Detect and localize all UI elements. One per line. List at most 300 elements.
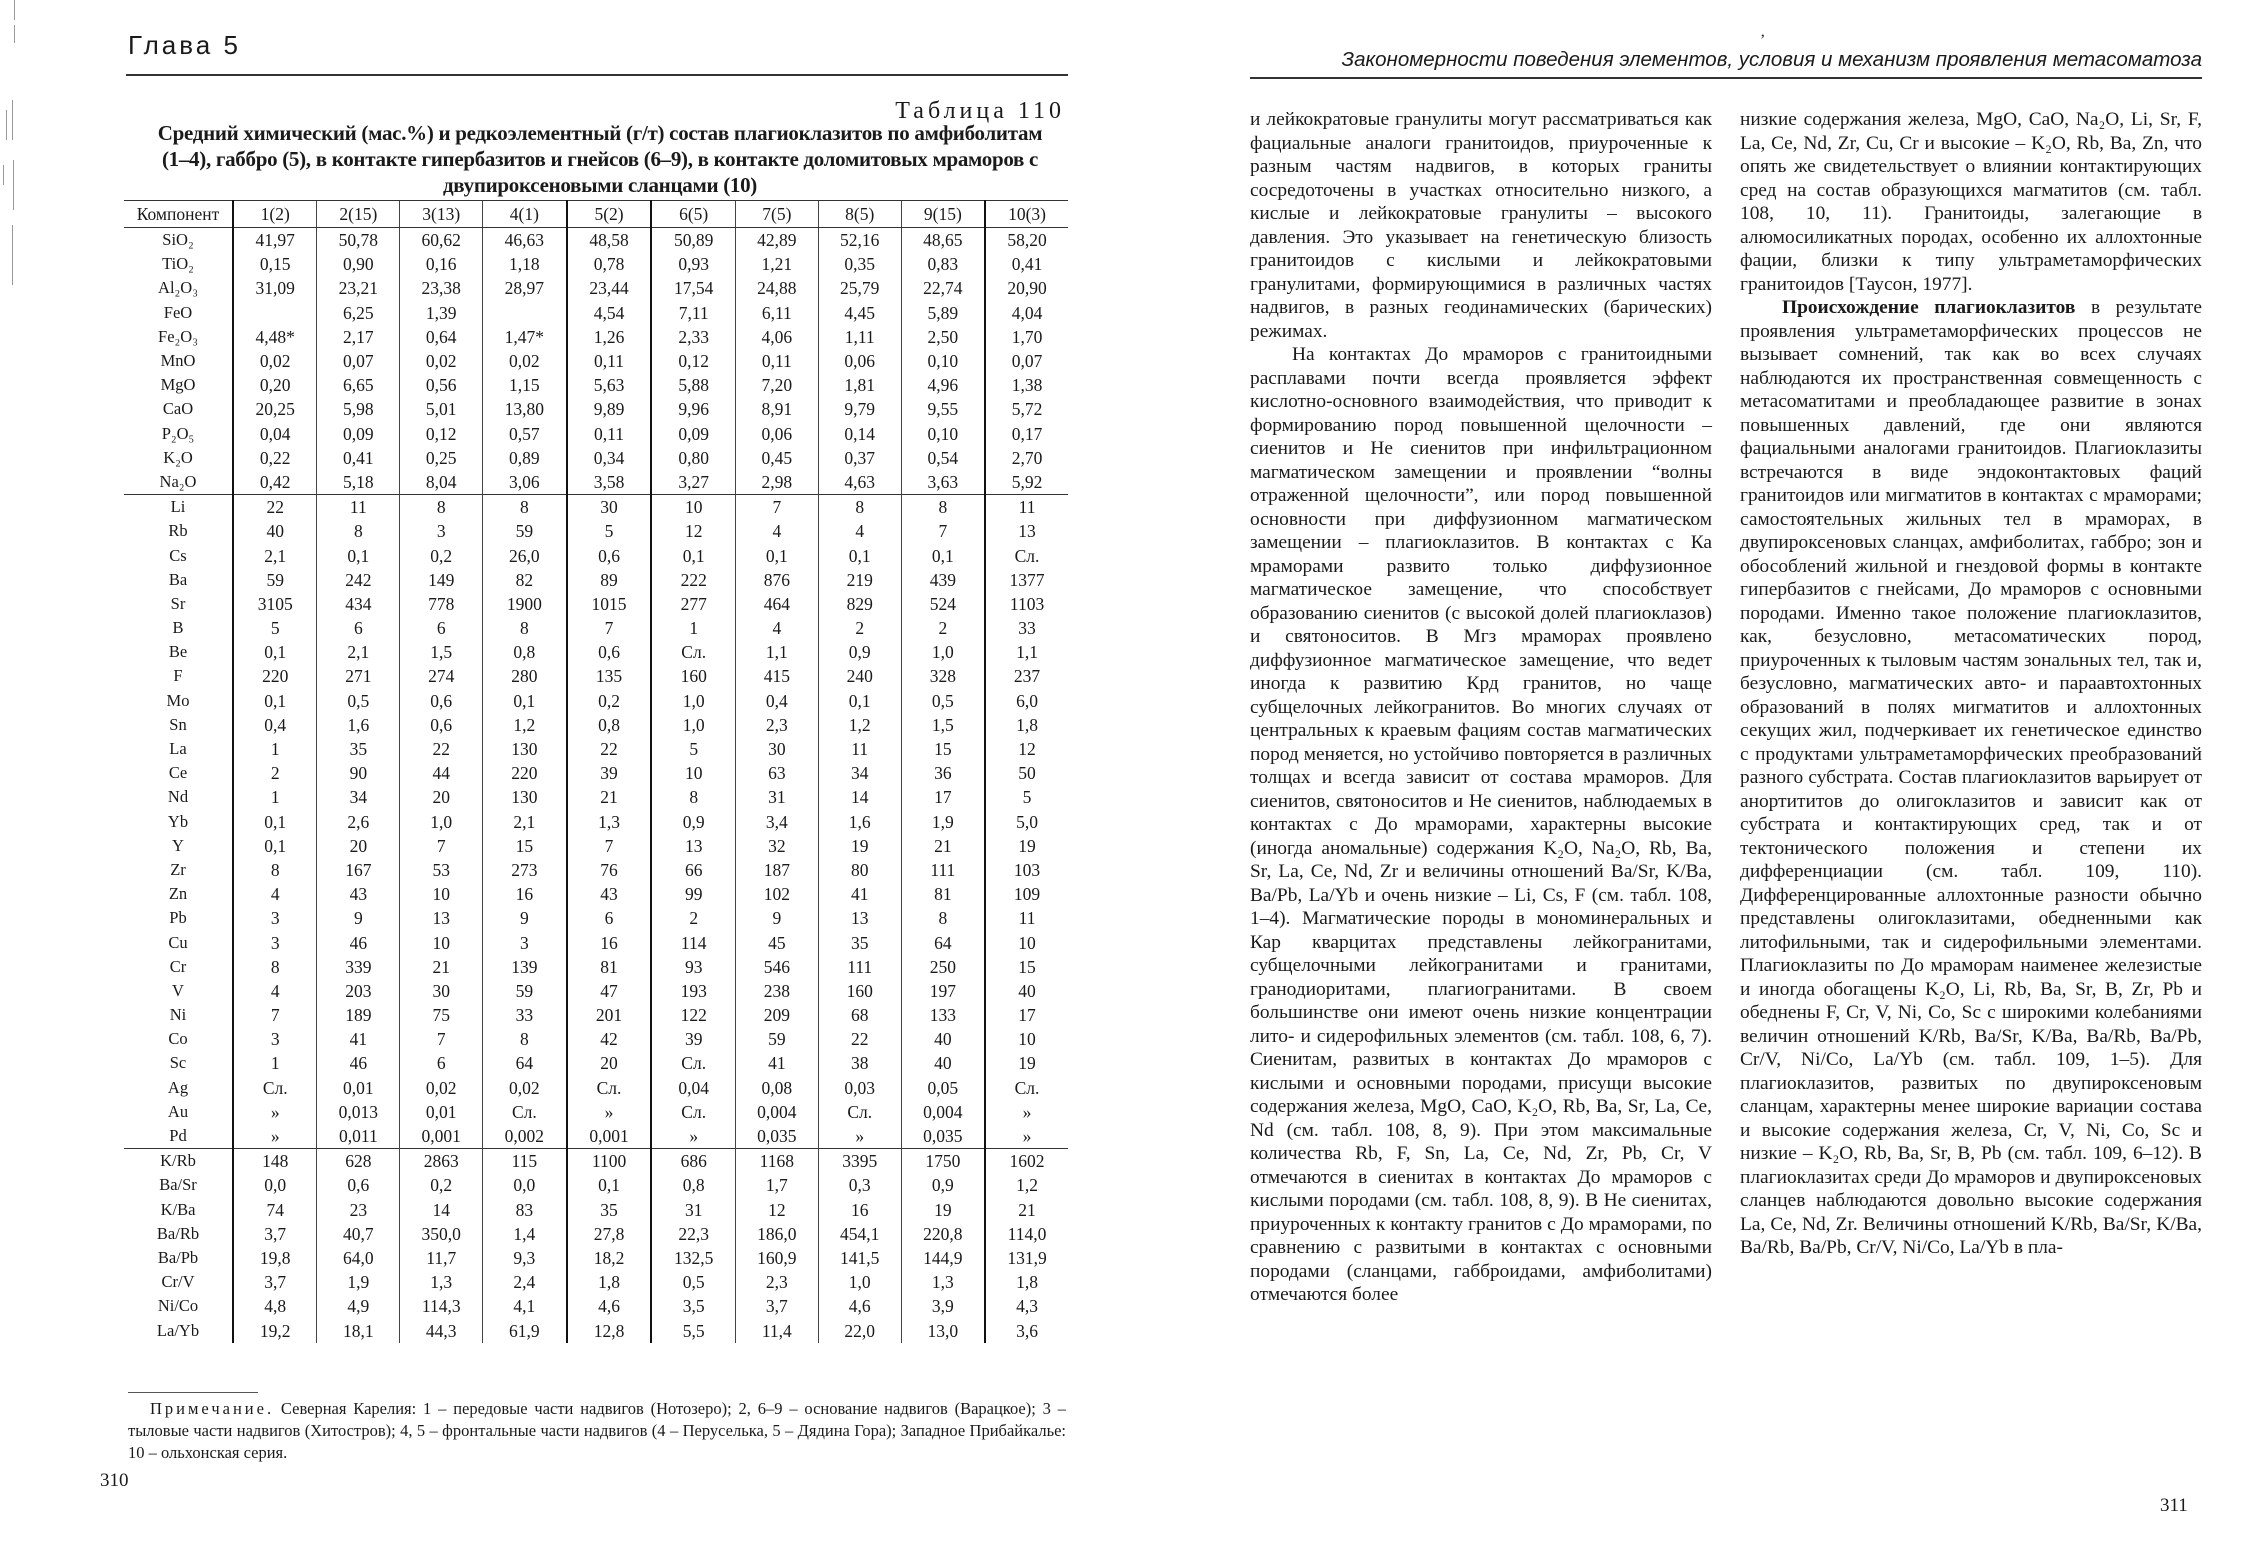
table-cell: 2: [651, 906, 735, 930]
table-cell: 8: [400, 495, 483, 520]
table-cell: 1,39: [400, 301, 483, 325]
table-cell: 454,1: [818, 1222, 901, 1246]
table-cell: 25,79: [818, 276, 901, 300]
table-cell: 3,58: [567, 470, 652, 495]
table-cell: 1168: [735, 1149, 818, 1174]
table-cell: 0,11: [567, 422, 652, 446]
table-cell: 9,79: [818, 397, 901, 421]
table-cell: 111: [818, 955, 901, 979]
component-name: Cs: [169, 545, 187, 565]
table-cell: 2,1: [483, 810, 567, 834]
table-cell: 0,1: [317, 543, 400, 567]
column-header-sample: 4(1): [483, 201, 567, 228]
table-cell: 0,06: [735, 422, 818, 446]
paragraph-text: низкие содержания железа, MgO, CaO, Na₂O, Li, Sr, F, La, Ce, Nd, Zr, Cu, Cr и высокие – K₂O, Rb, Ba, Zn, что опять же свидетельствует о влиянии контактирующих сред на состав образующихся магматитов (см. табл. 108, 10, 11). Гранитоиды, залегающие в алюмосиликатных породах, особенно их аллохтонные фации, близки к типу ультраметаморфических гранитоидов [Таусон, 1977].: [1740, 109, 2202, 295]
table-cell: 23,21: [317, 276, 400, 300]
table-cell: »: [985, 1124, 1068, 1149]
table-cell: 22: [400, 737, 483, 761]
table-cell: 13: [400, 906, 483, 930]
table-cell: 1: [233, 1051, 317, 1075]
table-cell: 1,9: [317, 1270, 400, 1294]
table-cell: 0,80: [651, 446, 735, 470]
table-cell: 8,04: [400, 470, 483, 495]
table-cell: 0,035: [735, 1124, 818, 1149]
table-cell: 1,8: [985, 1270, 1068, 1294]
table-cell: 23: [317, 1198, 400, 1222]
table-cell: 187: [735, 858, 818, 882]
table-cell: 1,3: [400, 1270, 483, 1294]
table-cell: 8,91: [735, 397, 818, 421]
table-cell: 3: [233, 1027, 317, 1051]
table-cell: 0,01: [400, 1100, 483, 1124]
table-cell: 1,2: [818, 713, 901, 737]
table-cell: Сл.: [985, 1076, 1068, 1100]
component-name: K/Rb: [124, 1149, 233, 1174]
table-cell: 16: [483, 882, 567, 906]
table-cell: 7: [567, 834, 652, 858]
table-cell: 1015: [567, 592, 652, 616]
table-cell: 30: [567, 495, 652, 520]
table-cell: 14: [818, 785, 901, 809]
table-cell: 46,63: [483, 228, 567, 253]
table-cell: 4: [233, 979, 317, 1003]
table-cell: 13: [818, 906, 901, 930]
table-cell: Сл.: [651, 640, 735, 664]
table-cell: 280: [483, 664, 567, 688]
component-name: Cr: [169, 956, 187, 976]
table-cell: 4,63: [818, 470, 901, 495]
table-cell: 1,0: [818, 1270, 901, 1294]
table-cell: 9: [483, 906, 567, 930]
table-cell: 3,63: [901, 470, 985, 495]
table-cell: »: [985, 1100, 1068, 1124]
table-cell: 43: [317, 882, 400, 906]
table-cell: 90: [317, 761, 400, 785]
table-cell: 3: [400, 519, 483, 543]
table-cell: 0,3: [818, 1173, 901, 1197]
table-row: [124, 1318, 1068, 1342]
table-cell: 34: [818, 761, 901, 785]
table-cell: 20: [317, 834, 400, 858]
table-cell: 40: [985, 979, 1068, 1003]
table-cell: 22: [233, 495, 317, 520]
table-cell: 130: [483, 785, 567, 809]
table-cell: 0,15: [233, 252, 317, 276]
footnote-text: Северная Карелия: 1 – передовые части надвигов (Нотозеро); 2, 6–9 – основание надвигов (Варацкое); 3 – тыловые части надвигов (Хитостров); 4, 5 – фронтальные части надвигов (4 – Перуселька, 5 – Дядина Гора); Западное Прибайкалье: 10 – ольхонская серия.: [128, 1399, 1066, 1462]
table-cell: 415: [735, 664, 818, 688]
table-cell: 4: [233, 882, 317, 906]
table-cell: 1,18: [483, 252, 567, 276]
table-row: [124, 349, 1068, 373]
table-cell: 149: [400, 568, 483, 592]
table-cell: 22,3: [651, 1222, 735, 1246]
table-cell: 189: [317, 1003, 400, 1027]
table-cell: 271: [317, 664, 400, 688]
table-cell: 83: [483, 1198, 567, 1222]
table-cell: 1900: [483, 592, 567, 616]
table-cell: 0,04: [233, 422, 317, 446]
table-cell: 43: [567, 882, 652, 906]
component-name: Cu: [168, 932, 188, 952]
running-header: Закономерности поведения элементов, условия и механизм проявления метасоматоза: [1341, 48, 2202, 71]
table-cell: 33: [985, 616, 1068, 640]
table-cell: 1,70: [985, 325, 1068, 349]
table-row: [124, 1222, 1068, 1246]
table-cell: 0,35: [818, 252, 901, 276]
table-cell: 167: [317, 858, 400, 882]
table-cell: 273: [483, 858, 567, 882]
table-cell: 64,0: [317, 1246, 400, 1270]
table-cell: 21: [567, 785, 652, 809]
table-cell: 0,03: [818, 1076, 901, 1100]
table-cell: 0,09: [651, 422, 735, 446]
table-cell: 11: [985, 906, 1068, 930]
table-cell: 15: [901, 737, 985, 761]
component-name: K₂O: [163, 447, 193, 467]
component-name: Sc: [169, 1053, 187, 1073]
table-cell: 4,04: [985, 301, 1068, 325]
paragraph: [1740, 296, 2202, 1260]
table-cell: 1: [233, 737, 317, 761]
table-cell: 0,06: [818, 349, 901, 373]
component-name: Ni/Co: [157, 1296, 199, 1316]
component-name: Sn: [169, 714, 187, 734]
table-cell: 4: [735, 519, 818, 543]
table-cell: 2,1: [233, 543, 317, 567]
table-cell: 0,004: [901, 1100, 985, 1124]
table-cell: 0,14: [818, 422, 901, 446]
component-name: K/Ba: [160, 1199, 196, 1219]
table-cell: 2,33: [651, 325, 735, 349]
table-cell: 2,50: [901, 325, 985, 349]
table-cell: 7: [735, 495, 818, 520]
column-header-sample: 6(5): [651, 201, 735, 228]
table-cell: 8: [483, 616, 567, 640]
table-cell: 0,6: [400, 689, 483, 713]
table-cell: 350,0: [400, 1222, 483, 1246]
table-cell: 5: [567, 519, 652, 543]
table-cell: 4,8: [233, 1294, 317, 1318]
table-cell: 0,02: [400, 1076, 483, 1100]
component-name: Au: [167, 1101, 189, 1121]
table-cell: 6: [400, 616, 483, 640]
table-cell: 9,89: [567, 397, 652, 421]
table-cell: 0,08: [735, 1076, 818, 1100]
table-cell: 109: [985, 882, 1068, 906]
table-cell: 8: [901, 495, 985, 520]
table-cell: 0,2: [400, 1173, 483, 1197]
table-cell: 686: [651, 1149, 735, 1174]
table-row: [124, 495, 1068, 520]
component-name: Zn: [168, 884, 188, 904]
column-header-sample: 5(2): [567, 201, 652, 228]
table-cell: 546: [735, 955, 818, 979]
table-cell: 0,02: [233, 349, 317, 373]
table-cell: 23,38: [400, 276, 483, 300]
table-cell: 30: [735, 737, 818, 761]
table-cell: 18,1: [317, 1318, 400, 1342]
table-cell: 237: [985, 664, 1068, 688]
table-cell: 0,09: [317, 422, 400, 446]
table-cell: 0,011: [317, 1124, 400, 1149]
table-cell: »: [567, 1100, 652, 1124]
table-cell: 4,45: [818, 301, 901, 325]
table-cell: 1602: [985, 1149, 1068, 1174]
table-cell: 0,07: [985, 349, 1068, 373]
table-row: [124, 228, 1068, 253]
table-cell: 6,65: [317, 373, 400, 397]
table-cell: 74: [233, 1198, 317, 1222]
table-cell: 4,48*: [233, 325, 317, 349]
table-cell: 2,4: [483, 1270, 567, 1294]
table-row: [124, 882, 1068, 906]
table-cell: 2,1: [317, 640, 400, 664]
table-row: [124, 858, 1068, 882]
component-name: Ba: [168, 569, 188, 589]
table-cell: 9,3: [483, 1246, 567, 1270]
component-name: Cr/V: [161, 1272, 195, 1292]
column-header-sample: 9(15): [901, 201, 985, 228]
table-cell: 11,4: [735, 1318, 818, 1342]
table-cell: 21: [901, 834, 985, 858]
table-cell: 277: [651, 592, 735, 616]
table-cell: Сл.: [651, 1100, 735, 1124]
table-cell: 34: [317, 785, 400, 809]
table-row: [124, 568, 1068, 592]
table-cell: 17: [901, 785, 985, 809]
table-cell: 0,20: [233, 373, 317, 397]
table-cell: 4,1: [483, 1294, 567, 1318]
table-cell: 0,8: [567, 713, 652, 737]
table-cell: 11: [317, 495, 400, 520]
table-cell: 64: [483, 1051, 567, 1075]
table-cell: 1,0: [400, 810, 483, 834]
table-cell: 6,25: [317, 301, 400, 325]
table-row: [124, 1027, 1068, 1051]
table-cell: 139: [483, 955, 567, 979]
table-cell: 20: [567, 1051, 652, 1075]
table-cell: 11,7: [400, 1246, 483, 1270]
table-cell: 0,16: [400, 252, 483, 276]
table-cell: 0,17: [985, 422, 1068, 446]
table-cell: 0,41: [985, 252, 1068, 276]
table-cell: 0,9: [818, 640, 901, 664]
table-cell: 1,21: [735, 252, 818, 276]
table-row: [124, 1246, 1068, 1270]
table-cell: 47: [567, 979, 652, 1003]
table-cell: 21: [985, 1198, 1068, 1222]
table-cell: 3,4: [735, 810, 818, 834]
table-cell: 8: [651, 785, 735, 809]
table-cell: 63: [735, 761, 818, 785]
table-cell: 220: [483, 761, 567, 785]
table-cell: 59: [483, 519, 567, 543]
table-cell: 11: [818, 737, 901, 761]
table-cell: 28,97: [483, 276, 567, 300]
table-cell: 0,2: [567, 689, 652, 713]
table-cell: 22: [818, 1027, 901, 1051]
table-cell: 6: [317, 616, 400, 640]
table-cell: 64: [901, 930, 985, 954]
table-cell: 4: [735, 616, 818, 640]
scan-edge-marks: [0, 0, 40, 1568]
table-cell: 14: [400, 1198, 483, 1222]
table-cell: 0,8: [483, 640, 567, 664]
table-cell: 1,6: [818, 810, 901, 834]
table-cell: 7: [567, 616, 652, 640]
column-header-sample: 1(2): [233, 201, 317, 228]
table-cell: 35: [317, 737, 400, 761]
table-cell: Сл.: [818, 1100, 901, 1124]
table-cell: 1,2: [985, 1173, 1068, 1197]
paragraph-text: и лейкократовые гранулиты могут рассматриваться как фациальные аналоги гранитоидов, приуроченные к разным частям надвигов, в которых граниты сосредоточены в участках относительно низкого, а кислые и лейкократовые гранулиты – высокого давления. Это указывает на генетическую близость гранитоидов с кислыми и лейкократовыми гранулитами, формирующимися в различных частях надвигов, в разных геодинамических (барических) режимах.: [1250, 109, 1712, 342]
table-cell: 3,7: [233, 1222, 317, 1246]
component-name: MnO: [160, 351, 196, 371]
table-cell: 42: [567, 1027, 652, 1051]
table-cell: 3395: [818, 1149, 901, 1174]
page-number-left: 310: [100, 1470, 129, 1491]
table-row: [124, 301, 1068, 325]
table-cell: 135: [567, 664, 652, 688]
table-cell: 1,47*: [483, 325, 567, 349]
table-row: [124, 397, 1068, 421]
table-cell: 19: [818, 834, 901, 858]
component-name: TiO₂: [162, 254, 194, 274]
table-cell: 434: [317, 592, 400, 616]
table-cell: 4,54: [567, 301, 652, 325]
table-cell: 48,58: [567, 228, 652, 253]
component-name: B: [172, 618, 184, 638]
table-cell: 10: [651, 761, 735, 785]
table-cell: 220: [233, 664, 317, 688]
table-cell: 0,5: [317, 689, 400, 713]
page-number-right: 311: [2160, 1495, 2188, 1516]
table-cell: 81: [567, 955, 652, 979]
table-cell: 1,11: [818, 325, 901, 349]
table-cell: 12: [985, 737, 1068, 761]
table-cell: 1,26: [567, 325, 652, 349]
table-cell: 0,56: [400, 373, 483, 397]
table-cell: 0,002: [483, 1124, 567, 1149]
table-title: Средний химический (мас.%) и редкоэлементный (г/т) состав плагиоклазитов по амфиболитам (1–4), габбро (5), в контакте гипербазитов и гнейсов (6–9), в контакте доломитовых мраморов с двупироксеновыми сланцами (10): [157, 121, 1043, 197]
table-cell: 0,07: [317, 349, 400, 373]
table-cell: 0,11: [567, 349, 652, 373]
table-cell: 114,0: [985, 1222, 1068, 1246]
table-cell: 5,01: [400, 397, 483, 421]
table-cell: 0,0: [233, 1173, 317, 1197]
table-cell: 8: [818, 495, 901, 520]
table-cell: 39: [651, 1027, 735, 1051]
table-cell: 26,0: [483, 543, 567, 567]
table-row: [124, 276, 1068, 300]
table-cell: 0,001: [567, 1124, 652, 1149]
table-cell: 3105: [233, 592, 317, 616]
table-cell: 0,12: [400, 422, 483, 446]
table-cell: 132,5: [651, 1246, 735, 1270]
table-cell: 3: [233, 906, 317, 930]
table-cell: 1,0: [901, 640, 985, 664]
table-row: [124, 446, 1068, 470]
table-cell: 20,25: [233, 397, 317, 421]
table-cell: 2: [901, 616, 985, 640]
table-cell: 1,9: [901, 810, 985, 834]
component-name: Co: [168, 1029, 188, 1049]
table-cell: 3,9: [901, 1294, 985, 1318]
table-cell: 0,1: [735, 543, 818, 567]
table-cell: 59: [483, 979, 567, 1003]
table-cell: 1100: [567, 1149, 652, 1174]
table-cell: 53: [400, 858, 483, 882]
table-cell: 10: [400, 882, 483, 906]
table-cell: 1,3: [901, 1270, 985, 1294]
column-header-sample: 2(15): [317, 201, 400, 228]
table-cell: 39: [567, 761, 652, 785]
paragraph-text: На контактах До мраморов с гранитоидными расплавами почти всегда проявляется эффект кислотно-основного взаимодействия, что приводит к формированию пород повышенной щелочности – сиенитов и Не сиенитов при инфильтрационном магматическом замещении и проявлении “волны отраженной щелочности”, или пород повышенной основности при диффузионном магматическом замещении – плагиоклазитов. В контактах с Ка мраморами развито только диффузионное магматическое замещение, что способствует образованию сиенитов (с высокой долей плагиоклазов) и святоноситов. В Мгз мраморах проявлено диффузионное магматическое замещение, что ведет иногда к развитию Крд гранитов, но чаще субщелочных лейкогранитов. Во многих случаях от центральных к краевым фациям состав магматических пород меняется, но устойчиво повторяется в различных толщах и всегда зависит от состава мраморов. Для сиенитов, святоноситов и Не сиенитов, наблюдаемых в контактах с До мраморами, характерны высокие (иногда аномальные) содержания K₂O, Na₂O, Rb, Ba, Sr, La, Ce, Nd, Zr и величины отношений Ba/Sr, K/Ba, Ba/Pb, La/Yb и очень низкие – Li, Cs, F (см. табл. 108, 1–4). Магматические породы в мономинеральных и Кар кварцитах представлены лейкогранитами, субщелочными лейкогранитами и гранитами, гранодиоритами, плагиогранитами. В своем большинстве они имеют очень низкие концентрации лито- и сидерофильных элементов (см. табл. 108, 6, 7). Сиенитам, развитых в контактах До мраморов с кислыми и основными породами, присущи высокие содержания железа, MgO, CaO, K₂O, Rb, Ba, Sr, La, Ce, Nd (см. табл. 108, 8, 9). При этом максимальные количества Rb, F, Sn, La, Ce, Nd, Zr, Pb, Cr, V отмечаются в сиенитах в контактах До мраморов с кислыми породами (см. табл. 108, 8, 9). В Не сиенитах, приуроченных к контакту гранитов с До мраморами, по сравнению с развитыми в контактах с основными породами (сланцами, габброидами, амфиболитами) отмечаются более: [1250, 344, 1712, 1305]
component-name: Pb: [169, 908, 187, 928]
table-cell: 1,7: [735, 1173, 818, 1197]
table-cell: 8: [233, 955, 317, 979]
table-cell: 80: [818, 858, 901, 882]
table-cell: 186,0: [735, 1222, 818, 1246]
table-row: [124, 252, 1068, 276]
table-cell: 1,4: [483, 1222, 567, 1246]
component-name: Ba/Sr: [159, 1175, 197, 1195]
table-cell: 9: [317, 906, 400, 930]
table-cell: 4,96: [901, 373, 985, 397]
table-cell: 2863: [400, 1149, 483, 1174]
table-cell: 160: [818, 979, 901, 1003]
table-cell: 3,7: [233, 1270, 317, 1294]
table-cell: 46: [317, 930, 400, 954]
table-cell: 102: [735, 882, 818, 906]
header-rule-right: [1250, 77, 2202, 79]
table-row: [124, 325, 1068, 349]
table-cell: 0,78: [567, 252, 652, 276]
table-cell: 50,89: [651, 228, 735, 253]
table-cell: 52,16: [818, 228, 901, 253]
table-cell: 4,06: [735, 325, 818, 349]
table-cell: 68: [818, 1003, 901, 1027]
table-cell: 40: [233, 519, 317, 543]
table-cell: 41: [735, 1051, 818, 1075]
table-cell: 144,9: [901, 1246, 985, 1270]
table-cell: 18,2: [567, 1246, 652, 1270]
column-header-sample: 7(5): [735, 201, 818, 228]
table-cell: 0,10: [901, 349, 985, 373]
table-cell: 12,8: [567, 1318, 652, 1342]
table-row: [124, 1124, 1068, 1149]
table-cell: 3,27: [651, 470, 735, 495]
table-cell: 0,37: [818, 446, 901, 470]
table-cell: 8: [233, 858, 317, 882]
table-cell: 45: [735, 930, 818, 954]
table-cell: 1,2: [483, 713, 567, 737]
table-cell: 19,2: [233, 1318, 317, 1342]
table-cell: 0,34: [567, 446, 652, 470]
table-row: [124, 664, 1068, 688]
component-name: CaO: [162, 399, 194, 419]
table-cell: 16: [567, 930, 652, 954]
table-cell: 0,001: [400, 1124, 483, 1149]
table-cell: 1750: [901, 1149, 985, 1174]
table-cell: 30: [400, 979, 483, 1003]
table-cell: 82: [483, 568, 567, 592]
table-cell: 13: [651, 834, 735, 858]
footnote-label: Примечание.: [150, 1399, 275, 1418]
table-row: [124, 810, 1068, 834]
table-cell: 0,45: [735, 446, 818, 470]
table-cell: 3,06: [483, 470, 567, 495]
